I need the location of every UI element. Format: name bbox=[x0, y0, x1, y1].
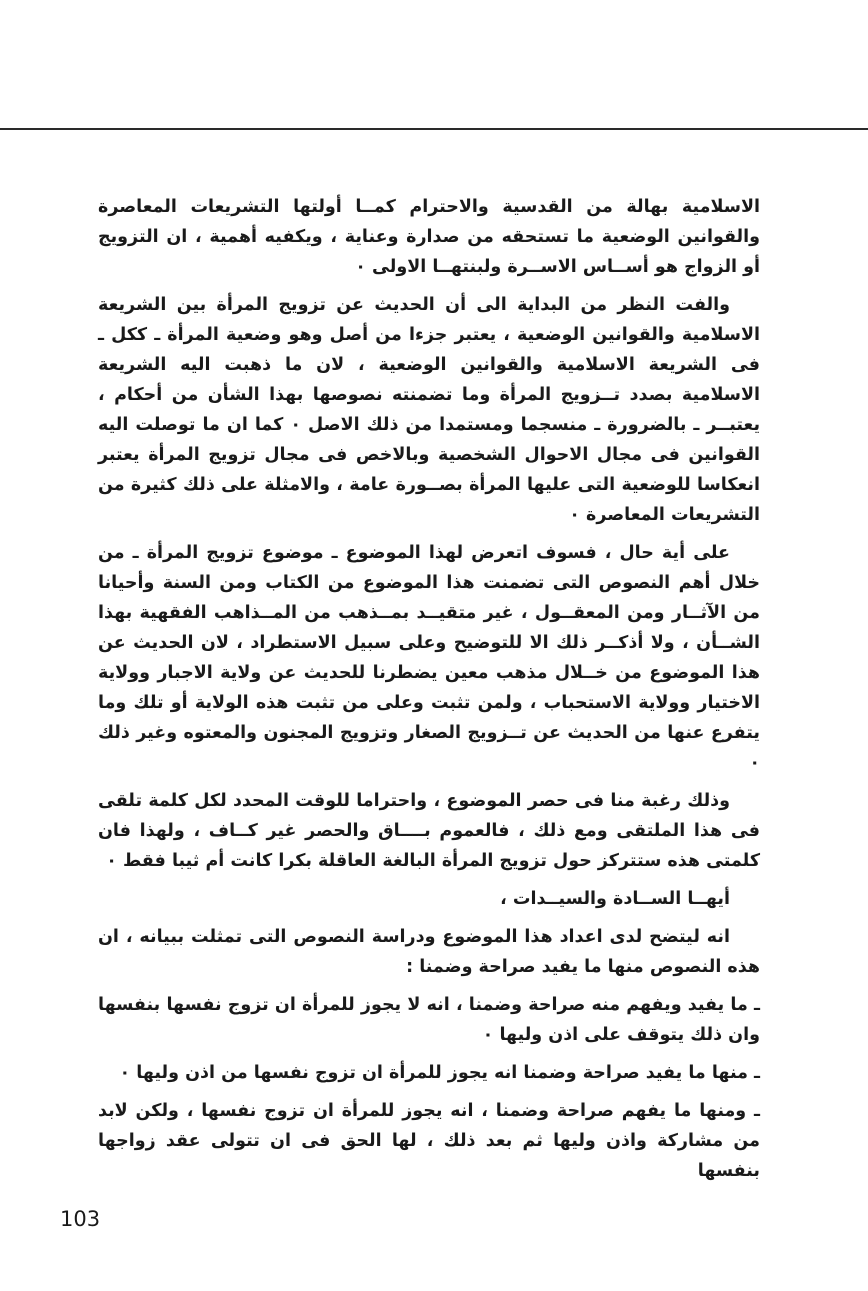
paragraph-5: انه ليتضح لدى اعداد هذا الموضوع ودراسة النصوص التى تمثلت ببيانه ، ان هذه النصوص منها ما يفيد صراحة وضمنا : bbox=[98, 927, 760, 977]
list-item-2: ـ منها ما يفيد صراحة وضمنا انه يجوز للمرأة ان تزوج نفسها من اذن وليها ٠ bbox=[119, 1063, 760, 1083]
paragraph-3: على أية حال ، فسوف اتعرض لهذا الموضوع ـ موضوع تزويج المرأة ـ من خلال أهم النصوص التى تضمنت هذا الموضوع من الكتاب ومن السنة وأحيانا من الآثــار ومن المعقــول ، غير متقيــد بمــذهب من المــذاهب الفقهية بهذا الشــأن ، ولا أذكــر ذلك الا للتوضيح وعلى سبيل الاستطراد ، لان الحديث عن هذا الموضوع من خــلال مذهب معين يضطرنا للحديث عن ولاية الاجبار وولاية الاختيار وولاية الاستحباب ، ولمن تثبت وعلى من تثبت هذه الولاية أو تلك وما يتفرع عنها من الحديث عن تــزويج الصغار وتزويج المجنون والمعتوه وغير ذلك ٠ bbox=[98, 543, 760, 773]
header-rule bbox=[0, 128, 868, 130]
address-line: أيهــا الســادة والسيــدات ، bbox=[500, 889, 730, 909]
list-item-3: ـ ومنها ما يفهم صراحة وضمنا ، انه يجوز للمرأة ان تزوج نفسها ، ولكن لابد من مشاركة واذن وليها ثم بعد ذلك ، لها الحق فى ان تتولى عقد زواجها بنفسها bbox=[98, 1101, 760, 1181]
body-text bbox=[98, 192, 760, 1194]
paragraph-1: الاسلامية بهالة من القدسية والاحترام كمــا أولتها التشريعات المعاصرة والقوانين الوضعية ما تستحقه من صدارة وعناية ، ويكفيه أهمية ، ان التزويج أو الزواج هو أســاس الاســرة ولبنتهــا الاولى ٠ bbox=[98, 197, 760, 277]
page-number: 103 bbox=[60, 1207, 101, 1231]
paragraph-2: والفت النظر من البداية الى أن الحديث عن تزويج المرأة بين الشريعة الاسلامية والقوانين الوضعية ، يعتبر جزءا من أصل وهو وضعية المرأة ـ ككل ـ فى الشريعة الاسلامية والقوانين الوضعية ، لان ما ذهبت اليه الشريعة الاسلامية بصدد تــزويج المرأة وما تضمنته نصوصها بهذا الشأن من أحكام ، يعتبــر ـ بالضرورة ـ منسجما ومستمدا من ذلك الاصل ٠ كما ان ما توصلت اليه القوانين فى مجال الاحوال الشخصية وبالاخص فى مجال تزويج المرأة يعتبر انعكاسا للوضعية التى عليها المرأة بصــورة عامة ، والامثلة على ذلك كثيرة من التشريعات المعاصرة ٠ bbox=[98, 295, 761, 525]
list-item-1: ـ ما يفيد ويفهم منه صراحة وضمنا ، انه لا يجوز للمرأة ان تزوج نفسها بنفسها وان ذلك يتوقف على اذن وليها ٠ bbox=[98, 995, 760, 1045]
paragraph-4: وذلك رغبة منا فى حصر الموضوع ، واحتراما للوقت المحدد لكل كلمة تلقى فى هذا الملتقى ومع ذلك ، فالعموم بــــاق والحصر غير كــاف ، ولهذا فان كلمتى هذه ستتركز حول تزويج المرأة البالغة العاقلة بكرا كانت أم ثيبا فقط ٠ bbox=[98, 791, 760, 871]
